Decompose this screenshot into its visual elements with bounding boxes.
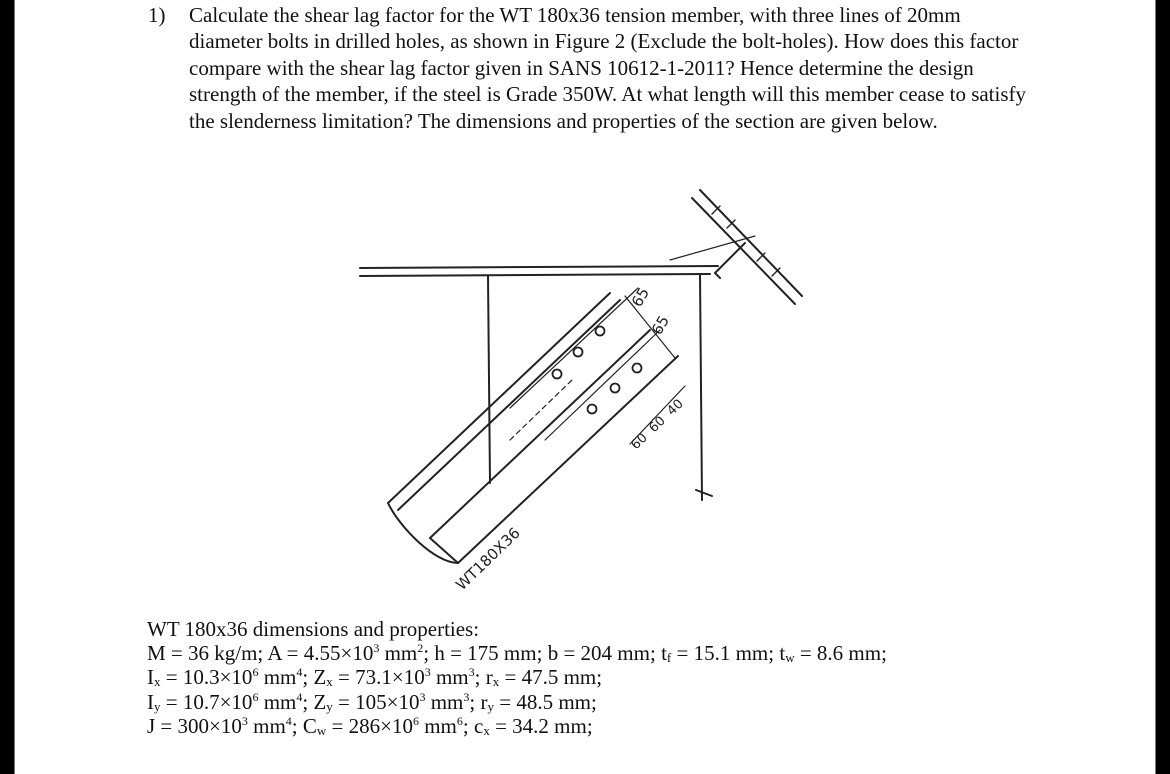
gauge-label-2: 65 bbox=[647, 312, 674, 338]
connection-figure bbox=[340, 178, 820, 603]
bolt bbox=[553, 370, 562, 379]
beam-top-flange bbox=[360, 266, 718, 268]
bolt bbox=[588, 405, 597, 414]
properties-line-2: $I_x = 10.3\times 10^6$ $mm^4$; $Z_x = 73.1\times 10^3$ $mm^3$; $r_x = 47.5$ mm; bbox=[147, 665, 603, 690]
section-properties bbox=[147, 617, 887, 738]
properties-line-4: $J = 300\times 10^3$ $mm^4$; $C_w = 286\times 10^6$ $mm^6$; $c_x = 34.2$ mm; bbox=[147, 713, 593, 738]
right-border-line bbox=[1155, 0, 1156, 774]
end-distance-label: 40 bbox=[664, 396, 687, 419]
question-text: Calculate the shear lag factor for the WT 180x36 tension member, with three lines of 20mm diameter bolts in drilled holes, as shown in Figure 2 (Exclude the bolt-holes). How does this factor compare with the shear lag factor given in SANS 10612-1-2011? Hence determine the design strength of the member, if the steel is Grade 350W. At what length will this member cease to satisfy the slenderness limitation? The dimensions and properties of the section are given below. bbox=[189, 3, 1027, 133]
gusset-end-tick bbox=[696, 490, 712, 496]
bolt bbox=[574, 348, 583, 357]
gauge-label-1: 65 bbox=[627, 284, 654, 310]
spacing-label-2: 60 bbox=[646, 413, 669, 436]
properties-line-3: $I_y = 10.7\times 10^6$ $mm^4$; $Z_y = 105\times 10^3$ $mm^3$; $r_y = 48.5$ mm; bbox=[147, 689, 597, 714]
wt-flange-inner bbox=[398, 300, 620, 510]
question-1 bbox=[148, 2, 1028, 134]
centre-line bbox=[510, 380, 572, 440]
bolt-line-2 bbox=[545, 330, 660, 440]
left-border-line bbox=[14, 0, 15, 774]
spacing-label-1: 60 bbox=[628, 430, 651, 453]
section-web-line bbox=[670, 236, 755, 260]
bolt bbox=[596, 327, 605, 336]
section-flange-2 bbox=[692, 198, 795, 304]
beam-bottom-flange bbox=[360, 274, 710, 276]
left-border bbox=[0, 0, 14, 774]
bolt bbox=[633, 364, 642, 373]
member-label: WT180X36 bbox=[452, 523, 524, 594]
right-border bbox=[1156, 0, 1170, 774]
properties-line-1: M = 36 kg/m; $A = 4.55\times 10^3$ $mm^2$; h = 175 mm; b = 204 mm; $t_f = 15.1$ mm; $t_w = 8.6$ mm; bbox=[147, 641, 887, 666]
properties-heading: WT 180x36 dimensions and properties: bbox=[147, 617, 480, 641]
section-stem bbox=[715, 243, 745, 278]
section-flange-1 bbox=[700, 190, 802, 296]
question-number: 1) bbox=[148, 3, 166, 27]
wt-stem-edge-2 bbox=[458, 356, 678, 563]
wt-stem-edge-1 bbox=[430, 330, 650, 538]
bolt bbox=[611, 384, 620, 393]
